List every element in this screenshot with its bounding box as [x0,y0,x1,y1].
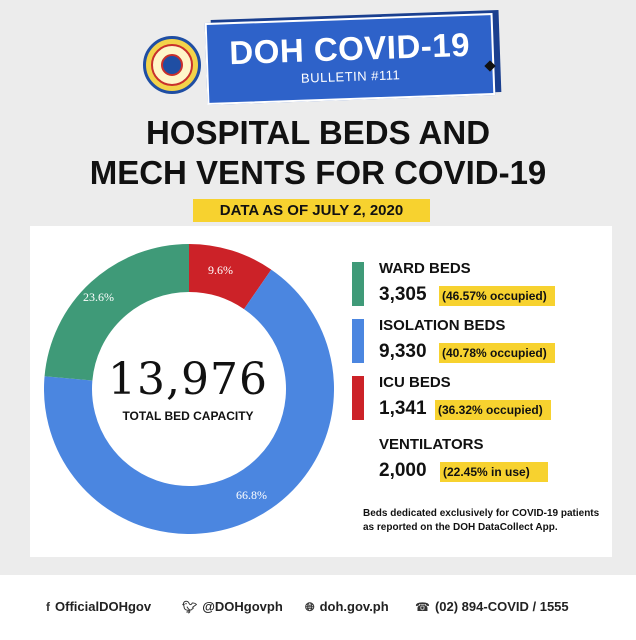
footer-facebook[interactable] [46,599,151,614]
isolation-occupancy-badge: (40.78% occupied) [439,343,555,363]
total-bed-capacity-label: TOTAL BED CAPACITY [122,409,254,423]
icu-color-swatch [352,376,364,420]
data-source-note: Beds dedicated exclusively for COVID-19 patients as reported on the DOH DataCollect App. [363,508,600,533]
ward-beds-value: 3,305 [379,284,427,305]
ward-percent-label: 23.6% [83,290,114,304]
icu-percent-label: 9.6% [208,263,233,277]
badge-subtitle: BULLETIN #111 [300,67,401,86]
footer-bar [0,575,636,640]
icu-beds-value: 1,341 [379,398,427,419]
twitter-handle: @DOHgovph [202,599,283,614]
ventilators-label: VENTILATORS [379,436,484,453]
ward-occupancy-badge: (46.57% occupied) [439,286,555,306]
ventilators-usage-badge: (22.45% in use) [440,462,548,482]
icu-beds-label: ICU BEDS [379,374,451,391]
icu-occupancy-badge: (36.32% occupied) [435,400,551,420]
bulletin-badge [205,13,496,105]
isolation-beds-value: 9,330 [379,341,427,362]
ventilators-value: 2,000 [379,460,427,481]
total-bed-capacity-value: 13,976 [108,354,268,405]
website-url: doh.gov.ph [319,599,389,614]
isolation-color-swatch [352,319,364,363]
hotline-number: (02) 894-COVID / 1555 [434,599,569,614]
badge-title: DOH COVID-19 [228,25,471,72]
page-title-line1: HOSPITAL BEDS AND [145,114,491,151]
isolation-beds-label: ISOLATION BEDS [379,317,506,334]
phone-icon: ☎ [415,600,430,614]
ward-beds-label: WARD BEDS [379,260,471,277]
footer-phone[interactable] [415,599,569,614]
doh-seal-logo [143,36,201,94]
footer-twitter[interactable] [182,599,283,614]
data-card [30,226,612,557]
data-date-banner: DATA AS OF JULY 2, 2020 [193,199,430,222]
globe-icon: 🌐︎ [305,600,315,614]
ward-color-swatch [352,262,364,306]
isolation-percent-label: 66.8% [236,488,267,502]
page-title-line2: MECH VENTS FOR COVID-19 [89,154,547,191]
footer-website[interactable] [305,599,389,615]
twitter-icon: 🐦︎ [182,600,198,614]
facebook-handle: OfficialDOHgov [55,599,152,614]
facebook-icon: f [46,600,50,614]
